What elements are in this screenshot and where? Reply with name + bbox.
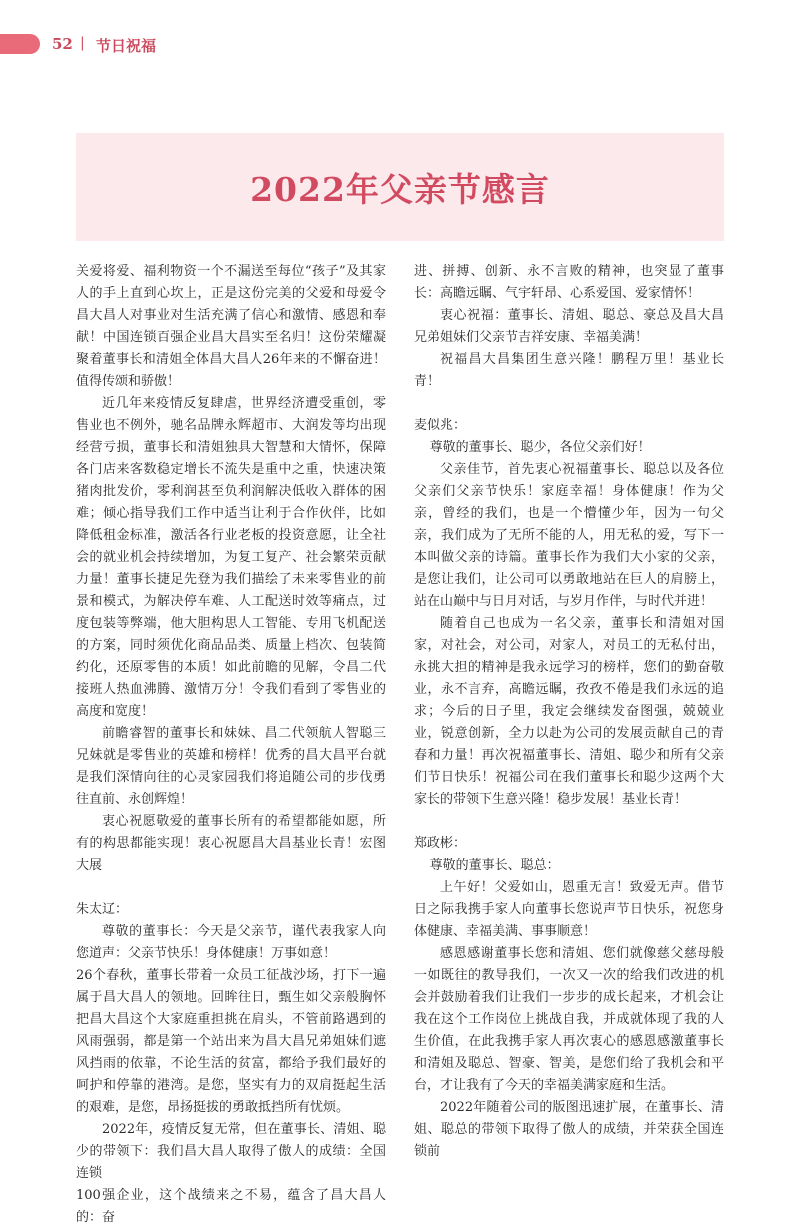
title-banner (76, 133, 724, 241)
right-column (414, 261, 724, 1159)
paragraph: 衷心祝愿敬爱的董事长所有的希望都能如愿，所有的构思都能实现！衷心祝愿昌大昌基业长青！宏图大展 (76, 814, 386, 873)
section-title: 节日祝福 (96, 37, 157, 55)
greeting: 尊敬的董事长、聪少，各位父亲们好！ (429, 440, 651, 455)
article-title: 2022年父亲节感言 (250, 169, 550, 209)
paragraph: 26个春秋，董事长带着一众员工征战沙场，打下一遍属于昌大昌人的领地。回眸往日，甄生如父亲般胸怀把昌大昌这个大家庭重担挑在肩头，不管前路遇到的风雨强弱，都是第一个站出来为昌大昌兄弟姐妹们遮风挡雨的依靠，不论生活的贫富，都给予我们最好的呵护和停靠的港湾。是您，坚实有力的双肩挺起生活的艰难，是您，昂扬挺拔的勇敢抵挡所有忧烦。 (76, 968, 386, 1115)
page-header (0, 34, 170, 56)
paragraph: 2022年，疫情反复无常，但在董事长、清姐、聪少的带领下：我们昌大昌人取得了傲人的成绩：全国连锁 (76, 1122, 386, 1181)
paragraph: 进、拼搏、创新、永不言败的精神，也突显了董事长：高瞻远瞩、气宇轩昂、心系爱国、爱家情怀！ (414, 264, 724, 301)
paragraph: 2022年随着公司的版图迅速扩展，在董事长、清姐、聪总的带领下取得了傲人的成绩，并荣获全国连锁前 (414, 1100, 724, 1159)
author-name: 朱太辽： (76, 902, 129, 917)
author-name: 麦似兆： (414, 418, 467, 433)
header-tab-decoration (0, 34, 40, 54)
author-name: 郑政彬： (414, 836, 467, 851)
paragraph: 尊敬的董事长：今天是父亲节，谨代表我家人向您道声：父亲节快乐！身体健康！万事如意！ (76, 924, 386, 961)
paragraph: 祝福昌大昌集团生意兴隆！鹏程万里！基业长青！ (414, 352, 724, 389)
page-number: 52 (52, 35, 73, 53)
greeting: 尊敬的董事长、聪总： (429, 858, 560, 873)
paragraph: 100强企业，这个战绩来之不易，蕴含了昌大昌人的：奋 (76, 1188, 386, 1225)
paragraph: 前瞻睿智的董事长和妹妹、昌二代领航人智聪三兄妹就是零售业的英雄和榜样！优秀的昌大昌平台就是我们深情向往的心灵家园我们将追随公司的步伐勇往直前、永创辉煌！ (76, 726, 386, 807)
header-separator: | (80, 35, 85, 51)
paragraph: 父亲佳节，首先衷心祝福董事长、聪总以及各位父亲们父亲节快乐！家庭幸福！身体健康！作为父亲，曾经的我们，也是一个懵懂少年，因为一句父亲，我们成为了无所不能的人，用无私的爱，写下一本叫做父亲的诗篇。董事长作为我们大小家的父亲，是您让我们，让公司可以勇敢地站在巨人的肩膀上，站在山巅中与日月对话，与岁月作伴，与时代并进！ (414, 462, 724, 609)
paragraph: 关爱将爱、福利物资一个不漏送至每位“孩子”及其家人的手上直到心坎上，正是这份完美的父爱和母爱令昌大昌人对事业对生活充满了信心和激情、感恩和奉献！中国连锁百强企业昌大昌实至名归！这份荣耀凝聚着董事长和清姐全体昌大昌人26年来的不懈奋进！值得传颂和骄傲！ (76, 264, 386, 389)
paragraph: 随着自己也成为一名父亲，董事长和清姐对国家，对社会，对公司，对家人，对员工的无私付出，永挑大担的精神是我永远学习的榜样，您们的勤奋敬业，永不言弃，高瞻远瞩，孜孜不倦是我们永远的追求；今后的日子里，我定会继续发奋图强，兢兢业业，锐意创新，全力以赴为公司的发展贡献自己的青春和力量！再次祝福董事长、清姐、聪少和所有父亲们节日快乐！祝福公司在我们董事长和聪少这两个大家长的带领下生意兴隆！稳步发展！基业长青！ (414, 616, 724, 807)
paragraph: 近几年来疫情反复肆虐，世界经济遭受重创，零售业也不例外，驰名品牌永辉超市、大润发等均出现经营亏损，董事长和清姐独具大智慧和大情怀，保障各门店来客数稳定增长不流失是重中之重，快速决策猪肉批发价，零利润甚至负利润解决低收入群体的困难；倾心指导我们工作中适当让利于合作伙伴，比如降低租金标准，激活各行业老板的投资意愿，让全社会的就业机会持续增加，为复工复产、社会繁荣贡献力量！董事长捷足先登为我们描绘了未来零售业的前景和模式，为解决停车难、人工配送时效等痛点，过度包装等弊端，他大胆构思人工智能、专用飞机配送的方案，同时须优化商品品类、质量上档次、包装简约化，还原零售的本质！如此前瞻的见解，令昌二代接班人热血沸腾、激情万分！令我们看到了零售业的高度和宽度！ (76, 396, 386, 719)
left-column (76, 261, 386, 1225)
paragraph: 感恩感谢董事长您和清姐、您们就像慈父慈母般一如既往的教导我们，一次又一次的给我们改进的机会并鼓励着我们让我们一步步的成长起来，才机会让我在这个工作岗位上挑战自我，并成就体现了我的人生价值，在此我携手家人再次衷心的感恩感激董事长和清姐及聪总、智豪、智美，是您们给了我机会和平台，才让我有了今天的幸福美满家庭和生活。 (414, 946, 724, 1093)
paragraph: 上午好！父爱如山，恩重无言！致爱无声。借节日之际我携手家人向董事长您说声节日快乐，祝您身体健康、幸福美满、事事顺意！ (414, 880, 724, 939)
paragraph: 衷心祝福：董事长、清姐、聪总、豪总及昌大昌兄弟姐妹们父亲节吉祥安康、幸福美满！ (414, 308, 724, 345)
